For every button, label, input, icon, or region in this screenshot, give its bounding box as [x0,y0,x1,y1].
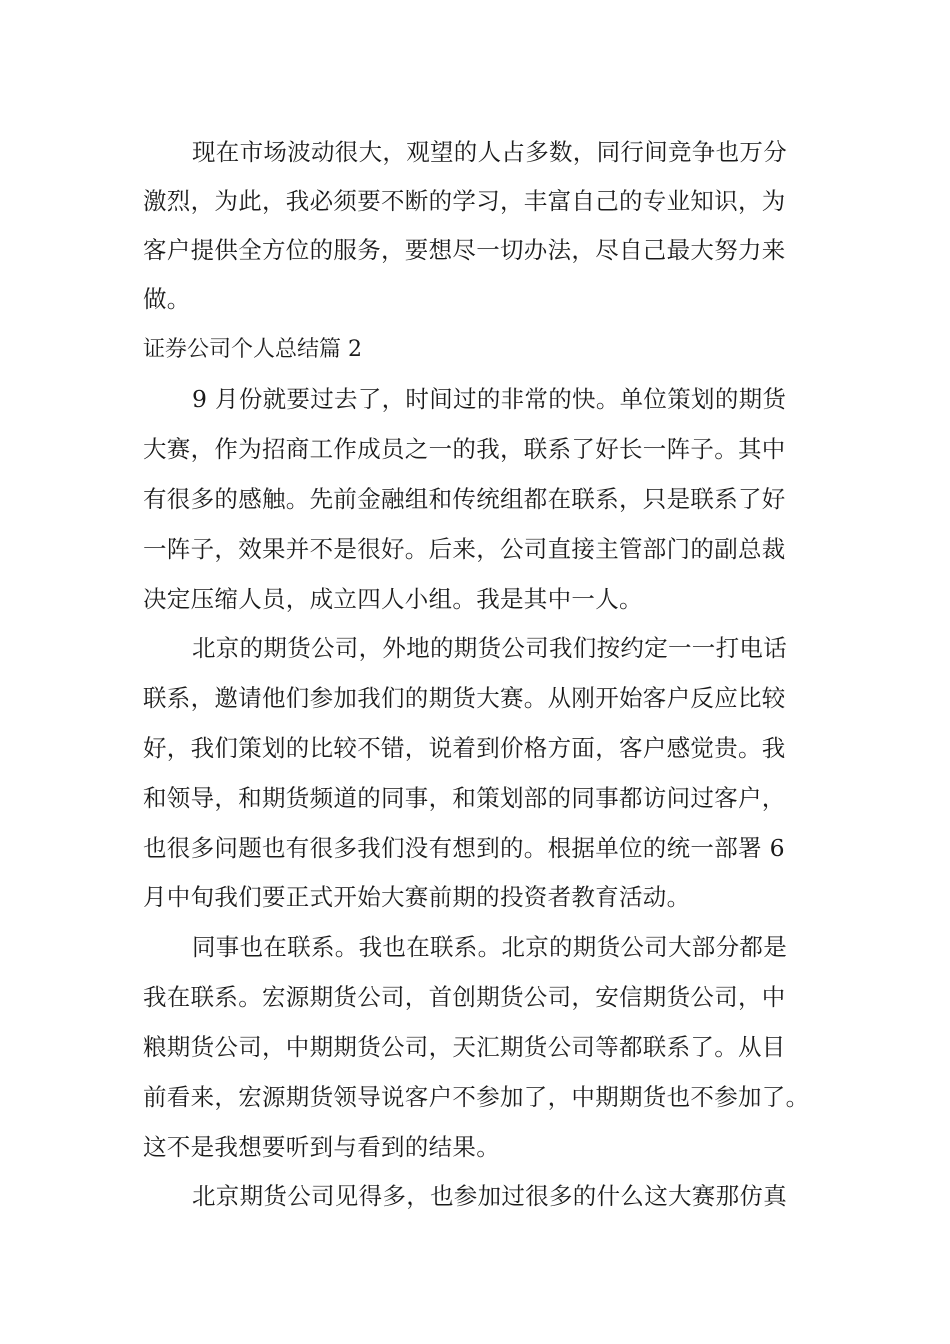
paragraph-3-line-5: 也很多问题也有很多我们没有想到的。根据单位的统一部署 6 [143,834,785,862]
paragraph-3-line-6: 月中旬我们要正式开始大赛前期的投资者教育活动。 [143,883,691,911]
paragraph-2-line-4: 一阵子，效果并不是很好。后来，公司直接主管部门的副总裁 [143,535,786,563]
paragraph-4-line-5: 这不是我想要听到与看到的结果。 [143,1133,500,1161]
paragraph-5-line-1: 北京期货公司见得多，也参加过很多的什么这大赛那仿真 [192,1182,787,1210]
paragraph-3-line-3: 好，我们策划的比较不错，说着到价格方面，客户感觉贵。我 [143,734,786,762]
paragraph-1-line-3: 客户提供全方位的服务，要想尽一切办法，尽自己最大努力来 [143,236,786,264]
paragraph-3-line-1: 北京的期货公司，外地的期货公司我们按约定一一打电话 [192,634,787,662]
paragraph-1-line-4: 做。 [143,285,191,313]
paragraph-4-line-4: 前看来，宏源期货领导说客户不参加了，中期期货也不参加了。 [143,1083,810,1111]
paragraph-4-line-3: 粮期货公司，中期期货公司，天汇期货公司等都联系了。从目 [143,1033,786,1061]
paragraph-2-line-1: 9 月份就要过去了，时间过的非常的快。单位策划的期货 [192,385,787,413]
paragraph-2-line-3: 有很多的感触。先前金融组和传统组都在联系，只是联系了好 [143,485,786,513]
paragraph-4-line-2: 我在联系。宏源期货公司，首创期货公司，安信期货公司，中 [143,983,786,1011]
paragraph-4-line-1: 同事也在联系。我也在联系。北京的期货公司大部分都是 [192,933,787,961]
section-heading: 证券公司个人总结篇 2 [143,337,362,362]
paragraph-2-line-2: 大赛，作为招商工作成员之一的我，联系了好长一阵子。其中 [143,435,786,463]
paragraph-1-line-1: 现在市场波动很大，观望的人占多数，同行间竞争也万分 [192,138,787,166]
paragraph-1-line-2: 激烈，为此，我必须要不断的学习，丰富自己的专业知识，为 [143,187,786,215]
paragraph-3-line-2: 联系，邀请他们参加我们的期货大赛。从刚开始客户反应比较 [143,684,786,712]
paragraph-3-line-4: 和领导，和期货频道的同事，和策划部的同事都访问过客户， [143,784,786,812]
paragraph-2-line-5: 决定压缩人员，成立四人小组。我是其中一人。 [143,585,643,613]
